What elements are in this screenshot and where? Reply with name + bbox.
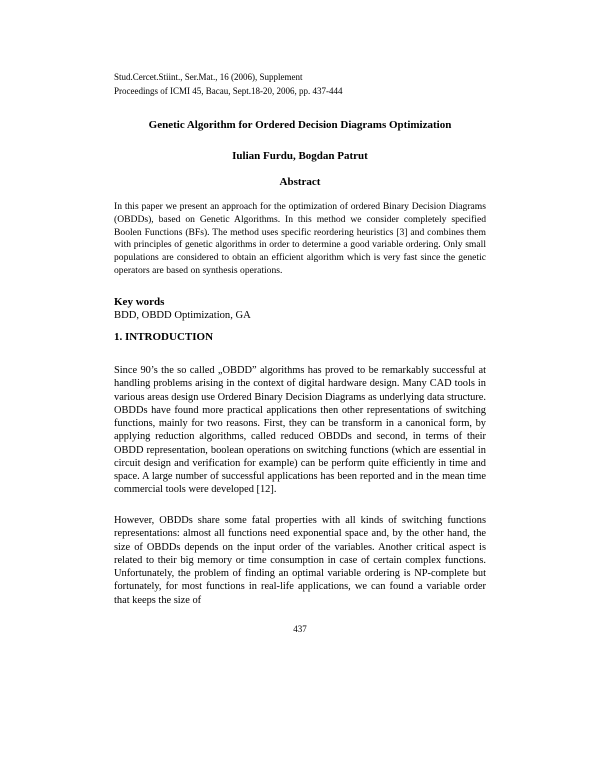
paper-title: Genetic Algorithm for Ordered Decision Diagrams Optimization <box>148 119 452 131</box>
body-paragraph: However, OBDDs share some fatal properties with all kinds of switching functions representations: almost all functions need exponential space and, by the other hand, the size of OBDDs depends on the input order of the variables. Another critical aspect is related to their big memory or time consumption in case of certain complex functions. Unfortunately, the problem of finding an optimal variable ordering is NP-complete but fortunately, for most functions in real-life applications, we can found a variable order that keeps the size of <box>114 515 486 606</box>
body-paragraph: Since 90’s the so called „OBDD” algorithms has proved to be remarkably successful at handling problems arising in the context of digital hardware design. Many CAD tools in various areas design use Ordered Binary Decision Diagrams as underlying data structure. OBDDs have found more practical applications then other representations of switching functions, mainly for two reasons. First, they can be transform in a canonical form, by applying reduction algorithms, called reduced OBDDs and second, in terms of their OBDD representation, boolean operations on switching functions (which are essential in circuit design and verification for example) can be perform quite efficiently in time and space. A large number of successful applications has been reported and in the mean time commercial tools were developed [12]. <box>114 365 486 496</box>
section-heading-introduction: 1. INTRODUCTION <box>114 331 214 343</box>
abstract-text: In this paper we present an approach for the optimization of ordered Binary Decision Diagrams (OBDDs), based on Genetic Algorithms. In this method we consider completely specified Boolen Functions (BFs). The method uses specific reordering heuristics [3] and combines them with principles of genetic algorithms in order to determine a good variable ordering. Only small populations are considered to obtain an efficient algorithm which is very fast since the genetic operators are based on synthesis operations. <box>114 201 486 276</box>
paper-authors: Iulian Furdu, Bogdan Patrut <box>232 150 368 162</box>
keywords-text: BDD, OBDD Optimization, GA <box>114 310 251 321</box>
journal-citation-line: Stud.Cercet.Stiint., Ser.Mat., 16 (2006), Supplement <box>114 72 303 82</box>
keywords-heading: Key words <box>114 296 165 308</box>
proceedings-line: Proceedings of ICMI 45, Bacau, Sept.18-20, 2006, pp. 437-444 <box>114 86 343 96</box>
page-number: 437 <box>293 624 307 634</box>
abstract-heading: Abstract <box>279 176 321 188</box>
